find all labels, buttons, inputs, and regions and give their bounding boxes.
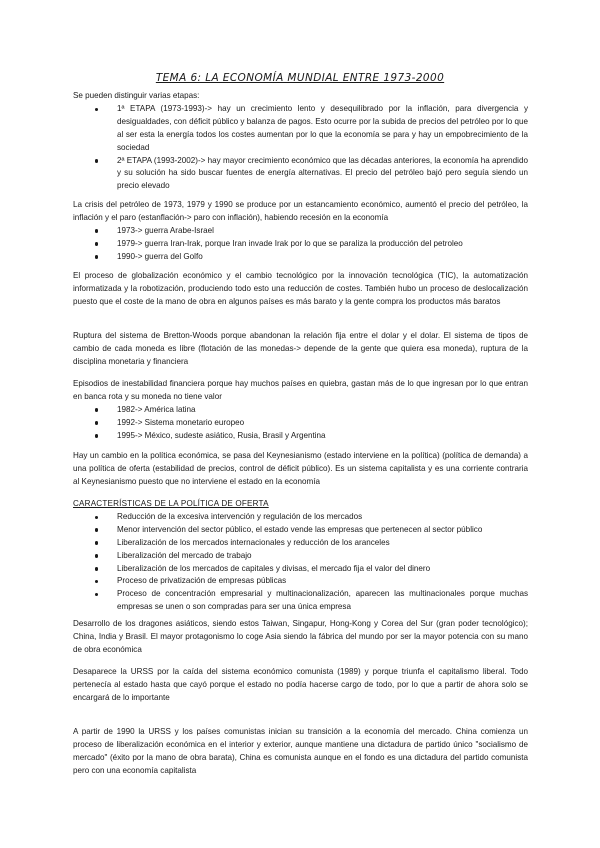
list-item: 2ª ETAPA (1993-2002)-> hay mayor crecimiento económico que las décadas anteriores, la economía ha aprendido y su solución ha sido buscar fuentes de energía alternativas. El precio del petróleo bajó pero seguía siendo un precio elevado	[117, 155, 528, 194]
bretton-woods-paragraph: Ruptura del sistema de Bretton-Woods porque abandonan la relación fija entre el dolar y el dolar. El sistema de tipos de cambio de cada moneda es libre (flotación de las monedas-> depende de la gente que quiera esa moneda), ruptura de la disciplina monetaria y financiera	[73, 331, 528, 366]
dragones-paragraph: Desarrollo de los dragones asiáticos, siendo estos Taiwan, Singapur, Hong-Kong y Corea del Sur (gran poder tecnológico); China, India y Brasil. El mayor protagonismo lo coge Asia siendo la fábrica del mundo por ser la mayor potencia con su mano de obra económica	[73, 619, 528, 654]
crisis-section	[73, 199, 528, 264]
list-item: 1995-> México, sudeste asiático, Rusia, Brasil y Argentina	[117, 430, 528, 443]
urss-paragraph: Desaparece la URSS por la caída del sistema económico comunista (1989) y porque triunfa el capitalismo liberal. Todo pertenecía al estado hasta que cayó porque el estado no podía hacerse cargo de todo, por lo que a partir de ahora solo se encargará de lo importante	[73, 667, 528, 702]
crisis-list	[73, 225, 528, 264]
list-item: 1992-> Sistema monetario europeo	[117, 417, 528, 430]
etapas-list	[73, 103, 528, 193]
keynesianismo-paragraph: Hay un cambio en la política económica, se pasa del Keynesianismo (estado interviene en la política) (política de demanda) a una política de oferta (estabilidad de precios, control de déficit público). Es un sistema capitalista y es una corriente contraria al Keynesianismo puesto que no interviene el estado en la economía	[73, 451, 528, 486]
list-item: 1ª ETAPA (1973-1993)-> hay un crecimiento lento y desequilibrado por la inflación, para divergencia y desigualdades, con déficit público y balanza de pagos. Esto ocurre por la subida de precios del petróleo por lo que al ser esta la energía todos los costes aumentan por lo que la economía se para y hay un empobrecimiento de la sociedad	[117, 103, 528, 155]
page-title: TEMA 6: LA ECONOMÍA MUNDIAL ENTRE 1973-2000	[155, 72, 445, 84]
etapas-section	[73, 90, 528, 193]
oferta-list	[73, 511, 528, 614]
oferta-section	[73, 498, 528, 614]
list-item: Menor intervención del sector público, el estado vende las empresas que pertenecen al sector público	[117, 524, 528, 537]
list-item: 1982-> América latina	[117, 404, 528, 417]
list-item: Liberalización de los mercados de capitales y divisas, el mercado fija el valor del dinero	[117, 563, 528, 576]
inestabilidad-list	[73, 404, 528, 443]
inestabilidad-section	[73, 378, 528, 443]
list-item: Liberalización del mercado de trabajo	[117, 550, 528, 563]
list-item: 1973-> guerra Arabe-Israel	[117, 225, 528, 238]
list-item: 1990-> guerra del Golfo	[117, 251, 528, 264]
china-paragraph: A partir de 1990 la URSS y los países comunistas inician su transición a la economía del mercado. China comienza un proceso de liberalización económica en el interior y exterior, aunque mantiene una dictadura de partido único "socialismo de mercado" (éxito por la mano de obra barata), China es comunista aunque en el fondo es una dictadura del partido comunista pero con una economía capitalista	[73, 727, 528, 775]
list-item: Proceso de privatización de empresas públicas	[117, 575, 528, 588]
list-item: Liberalización de los mercados internacionales y reducción de los aranceles	[117, 537, 528, 550]
intro-text: Se pueden distinguir varias etapas:	[73, 91, 200, 100]
list-item: Proceso de concentración empresarial y multinacionalización, aparecen las multinacionales porque muchas empresas se unen o son compradas para ser una única empresa	[117, 588, 528, 614]
oferta-heading: CARACTERÍSTICAS DE LA POLÍTICA DE OFERTA	[73, 499, 269, 508]
inestabilidad-paragraph: Episodios de inestabilidad financiera porque hay muchos países en quiebra, gastan más de lo que ingresan por lo que entran en banca rota y su moneda no tiene valor	[73, 379, 528, 401]
list-item: 1979-> guerra Iran-Irak, porque Iran invade Irak por lo que se paraliza la producción del petroleo	[117, 238, 528, 251]
globalizacion-paragraph: El proceso de globalización económico y el cambio tecnológico por la innovación tecnológica (TIC), la automatización informatizada y la robotización, produciendo todo esto una reducción de costes. También hubo un proceso de deslocalización puesto que el coste de la mano de obra en algunos países es más barato y la gente compra los productos más baratos	[73, 271, 528, 306]
crisis-paragraph: La crisis del petróleo de 1973, 1979 y 1990 se produce por un estancamiento económico, aumentó el precio del petróleo, la inflación y el paro (estanflación-> paro con inflación), habiendo recesión en la economía	[73, 200, 528, 222]
list-item: Reducción de la excesiva intervención y regulación de los mercados	[117, 511, 528, 524]
